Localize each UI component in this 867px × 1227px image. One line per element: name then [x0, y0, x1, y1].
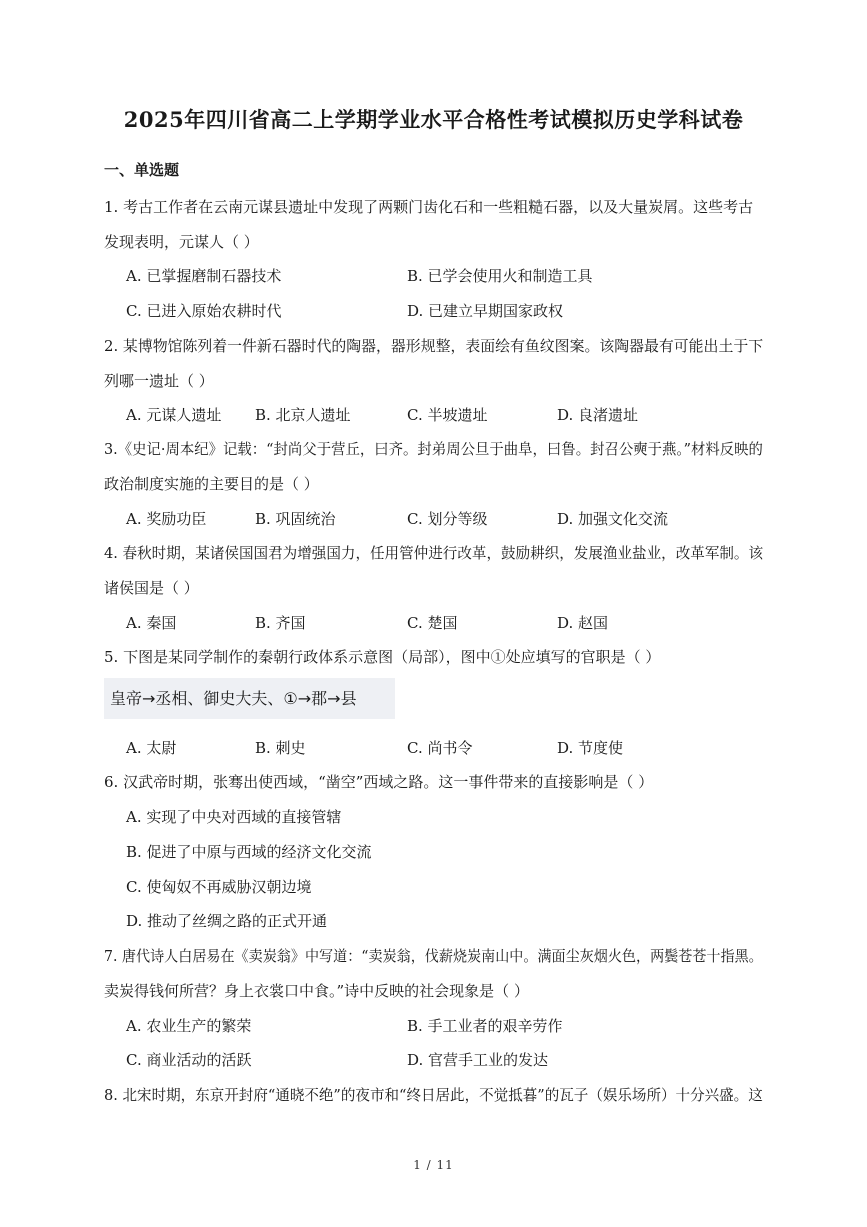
- question-5-option-b: B. 刺史: [255, 739, 306, 757]
- question-1-option-c: C. 已进入原始农耕时代: [126, 302, 282, 320]
- question-7-option-c: C. 商业活动的活跃: [126, 1051, 252, 1069]
- page-number: 1 / 11: [413, 1158, 454, 1172]
- question-5-option-a: A. 太尉: [126, 739, 177, 757]
- question-1-line-2: 发现表明，元谋人（ ）: [104, 233, 259, 251]
- question-3-line-2: 政治制度实施的主要目的是（ ）: [104, 475, 319, 493]
- question-1-option-b: B. 已学会使用火和制造工具: [407, 267, 593, 285]
- question-3-option-d: D. 加强文化交流: [557, 510, 669, 528]
- question-3-option-a: A. 奖励功臣: [126, 510, 207, 528]
- question-4-option-b: B. 齐国: [255, 614, 306, 632]
- exam-title: 2025年四川省高二上学期学业水平合格性考试模拟历史学科试卷: [123, 107, 744, 132]
- question-7-option-b: B. 手工业者的艰辛劳作: [407, 1017, 563, 1035]
- question-1-line-1: 1. 考古工作者在云南元谋县遗址中发现了两颗门齿化石和一些粗糙石器，以及大量炭屑。这些考古: [104, 198, 754, 216]
- question-3-option-b: B. 巩固统治: [255, 510, 336, 528]
- question-7-line-2: 卖炭得钱何所营？身上衣裳口中食。”诗中反映的社会现象是（ ）: [104, 982, 529, 1000]
- question-6-line-1: 6. 汉武帝时期，张骞出使西域，“凿空”西域之路。这一事件带来的直接影响是（ ）: [104, 773, 654, 791]
- question-6-option-a: A. 实现了中央对西域的直接管辖: [126, 808, 342, 826]
- question-7-option-a: A. 农业生产的繁荣: [126, 1017, 252, 1035]
- question-4-line-1: 4. 春秋时期，某诸侯国国君为增强国力，任用管仲进行改革，鼓励耕织，发展渔业盐业，改革军制。该: [104, 544, 764, 562]
- question-2-option-a: A. 元谋人遗址: [126, 406, 222, 424]
- question-2-line-1: 2. 某博物馆陈列着一件新石器时代的陶器，器形规整，表面绘有鱼纹图案。该陶器最有可能出土于下: [104, 337, 764, 355]
- question-2-option-b: B. 北京人遗址: [255, 406, 351, 424]
- question-3-option-c: C. 划分等级: [407, 510, 488, 528]
- question-7-line-1: 7. 唐代诗人白居易在《卖炭翁》中写道：“卖炭翁，伐薪烧炭南山中。满面尘灰烟火色，两鬓苍苍十指黑。: [104, 947, 763, 965]
- question-4-line-2: 诸侯国是（ ）: [104, 579, 199, 597]
- question-5-option-d: D. 节度使: [557, 739, 624, 757]
- question-4-option-a: A. 秦国: [126, 614, 177, 632]
- question-2-option-d: D. 良渚遗址: [557, 406, 639, 424]
- question-6-option-b: B. 促进了中原与西域的经济文化交流: [126, 843, 372, 861]
- question-5-line-1: 5. 下图是某同学制作的秦朝行政体系示意图（局部），图中①处应填写的官职是（ ）: [104, 648, 661, 666]
- qin-admin-diagram: 皇帝→丞相、御史大夫、①→郡→县: [104, 678, 395, 719]
- question-7-option-d: D. 官营手工业的发达: [407, 1051, 549, 1069]
- question-1-option-a: A. 已掌握磨制石器技术: [126, 267, 282, 285]
- question-1-option-d: D. 已建立早期国家政权: [407, 302, 564, 320]
- section-heading: 一、单选题: [104, 161, 180, 179]
- question-8-line-1: 8. 北宋时期，东京开封府“通晓不绝”的夜市和“终日居此，不觉抵暮”的瓦子（娱乐场所）十分兴盛。这: [104, 1086, 763, 1104]
- question-3-line-1: 3.《史记·周本纪》记载：“封尚父于营丘，曰齐。封弟周公旦于曲阜，曰鲁。封召公奭于燕。”材料反映的: [104, 440, 763, 458]
- question-5-option-c: C. 尚书令: [407, 739, 473, 757]
- question-6-option-c: C. 使匈奴不再威胁汉朝边境: [126, 878, 312, 896]
- question-2-option-c: C. 半坡遗址: [407, 406, 488, 424]
- question-4-option-d: D. 赵国: [557, 614, 609, 632]
- question-4-option-c: C. 楚国: [407, 614, 458, 632]
- question-6-option-d: D. 推动了丝绸之路的正式开通: [126, 912, 328, 930]
- question-2-line-2: 列哪一遗址（ ）: [104, 372, 214, 390]
